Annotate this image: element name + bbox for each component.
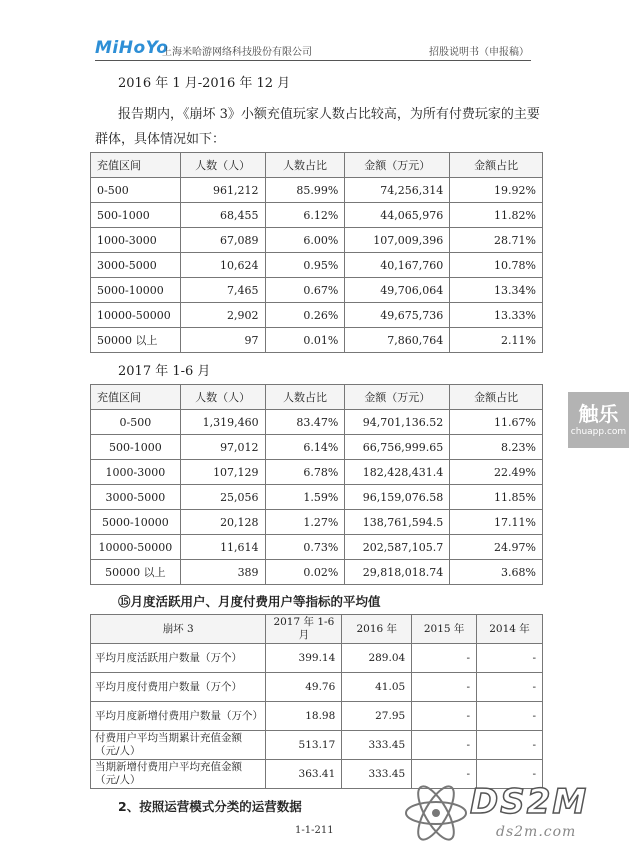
table-cell: 961,212 [180,178,265,203]
table-cell: 68,455 [180,203,265,228]
col-header: 人数占比 [265,385,345,410]
table-cell: 1000-3000 [91,228,181,253]
table-cell: - [477,673,543,702]
watermark2-logo: DS2M [470,782,589,822]
table-cell: 138,761,594.5 [345,510,450,535]
table-cell: 0.02% [265,560,345,585]
table-cell: 付费用户平均当期累计充值金额（元/人） [91,731,266,760]
table-row [91,535,543,560]
table-cell: 333.45 [342,731,412,760]
table-cell: 6.00% [265,228,345,253]
table-cell: 5000-10000 [91,510,181,535]
table-cell: 13.33% [450,303,543,328]
table-cell: 49,675,736 [345,303,450,328]
watermark2-url: ds2m.com [496,824,577,840]
table-2016 [90,152,543,353]
table-cell: 0.95% [265,253,345,278]
section-15-title: ⑮月度活跃用户、月度付费用户等指标的平均值 [118,594,381,609]
watermark-url: chuapp.com [570,427,627,437]
table-2017h1 [90,384,543,585]
ds2m-watermark [400,778,620,848]
table-cell: - [477,731,543,760]
table-row [91,278,543,303]
table-cell: 1.27% [265,510,345,535]
section-2-title: 2、按照运营模式分类的运营数据 [118,799,302,814]
table-header-row [91,385,543,410]
table-cell: - [477,760,543,789]
col-header: 崩坏 3 [91,615,266,644]
table-row [91,203,543,228]
table-cell: 0.26% [265,303,345,328]
table-cell: 1.59% [265,485,345,510]
table-cell: 97 [180,328,265,353]
watermark-logo-text: 触乐 [578,402,619,426]
table-cell: 513.17 [266,731,342,760]
table-cell: 6.14% [265,435,345,460]
table-cell: 2.11% [450,328,543,353]
table-cell: 44,065,976 [345,203,450,228]
table-cell: 10,624 [180,253,265,278]
intro-line-2: 群体，具体情况如下： [95,132,226,147]
table-cell: 11.67% [450,410,543,435]
table-row [91,303,543,328]
table-row [91,702,543,731]
table-cell: 97,012 [180,435,265,460]
table-row [91,731,543,760]
table-cell: 0.73% [265,535,345,560]
table-cell: 0-500 [91,178,181,203]
table-cell: 49,706,064 [345,278,450,303]
table-cell: 20,128 [180,510,265,535]
table-cell: 29,818,018.74 [345,560,450,585]
table-cell: 28.71% [450,228,543,253]
period1-title: 2016 年 1 月-2016 年 12 月 [118,76,291,91]
table-cell: 40,167,760 [345,253,450,278]
table-row [91,460,543,485]
table-row [91,673,543,702]
table-cell: 8.23% [450,435,543,460]
table-row [91,510,543,535]
table-row [91,410,543,435]
table-cell: 10000-50000 [91,303,181,328]
table-cell: 399.14 [266,644,342,673]
table-cell: 83.47% [265,410,345,435]
page-number: 1-1-211 [295,825,334,836]
table-cell: 49.76 [266,673,342,702]
table-cell: 当期新增付费用户平均充值金额（元/人） [91,760,266,789]
table-cell: 平均月度活跃用户数量（万个） [91,644,266,673]
table-cell: 10.78% [450,253,543,278]
table-cell: 19.92% [450,178,543,203]
table-cell: 25,056 [180,485,265,510]
col-header: 2017 年 1-6 月 [266,615,342,644]
table-cell: 17.11% [450,510,543,535]
col-header: 人数（人） [180,153,265,178]
table-cell: 7,860,764 [345,328,450,353]
col-header: 金额（万元） [345,385,450,410]
table-cell: - [412,644,477,673]
table-cell: 363.41 [266,760,342,789]
table-cell: - [412,673,477,702]
table-cell: 6.12% [265,203,345,228]
table-cell: - [412,731,477,760]
chuapp-watermark [568,392,629,448]
table-cell: 11,614 [180,535,265,560]
table-cell: 74,256,314 [345,178,450,203]
col-header: 人数占比 [265,153,345,178]
table-cell: 94,701,136.52 [345,410,450,435]
col-header: 人数（人） [180,385,265,410]
table-cell: - [412,760,477,789]
table-cell: 2,902 [180,303,265,328]
table-cell: 107,129 [180,460,265,485]
table-row [91,253,543,278]
company-name: 上海米哈游网络科技股份有限公司 [162,47,312,58]
table-cell: 13.34% [450,278,543,303]
table-monthly-metrics [90,614,543,789]
col-header: 金额占比 [450,385,543,410]
table-row [91,485,543,510]
table-cell: - [477,644,543,673]
document-type: 招股说明书（申报稿） [429,47,529,58]
table-cell: 6.78% [265,460,345,485]
table-cell: 11.85% [450,485,543,510]
table-cell: 27.95 [342,702,412,731]
table-cell: 96,159,076.58 [345,485,450,510]
table-cell: - [412,702,477,731]
table-cell: 1,319,460 [180,410,265,435]
company-logo: MiHoYo [95,38,169,58]
table-cell: 1000-3000 [91,460,181,485]
page-header [95,36,531,61]
table-cell: 333.45 [342,760,412,789]
table-row [91,228,543,253]
table-row [91,560,543,585]
col-header: 金额占比 [450,153,543,178]
atom-icon [400,780,472,846]
col-header: 充值区间 [91,385,181,410]
table-cell: 10000-50000 [91,535,181,560]
table-cell: 202,587,105.7 [345,535,450,560]
table-cell: 182,428,431.4 [345,460,450,485]
table-cell: 3.68% [450,560,543,585]
period2-title: 2017 年 1-6 月 [118,364,211,379]
table-cell: 平均月度付费用户数量（万个） [91,673,266,702]
col-header: 充值区间 [91,153,181,178]
table-row [91,435,543,460]
table-header-row [91,615,543,644]
table-cell: 107,009,396 [345,228,450,253]
table-cell: 11.82% [450,203,543,228]
table-cell: 50000 以上 [91,560,181,585]
table-header-row [91,153,543,178]
col-header: 2016 年 [342,615,412,644]
table-cell: 50000 以上 [91,328,181,353]
table-cell: - [477,702,543,731]
table-cell: 389 [180,560,265,585]
col-header: 2014 年 [477,615,543,644]
table-cell: 67,089 [180,228,265,253]
table-row [91,328,543,353]
table-cell: 289.04 [342,644,412,673]
table-cell: 66,756,999.65 [345,435,450,460]
table-cell: 85.99% [265,178,345,203]
col-header: 2015 年 [412,615,477,644]
table-cell: 7,465 [180,278,265,303]
table-cell: 22.49% [450,460,543,485]
table-cell: 3000-5000 [91,485,181,510]
table-cell: 18.98 [266,702,342,731]
table-cell: 0.01% [265,328,345,353]
table-cell: 3000-5000 [91,253,181,278]
intro-line-1: 报告期内，《崩坏 3》小额充值玩家人数占比较高，为所有付费玩家的主要 [118,107,540,122]
table-cell: 24.97% [450,535,543,560]
table-cell: 0.67% [265,278,345,303]
col-header: 金额（万元） [345,153,450,178]
table-cell: 500-1000 [91,203,181,228]
table-cell: 平均月度新增付费用户数量（万个） [91,702,266,731]
table-cell: 5000-10000 [91,278,181,303]
table-cell: 41.05 [342,673,412,702]
table-row [91,644,543,673]
table-row [91,178,543,203]
table-cell: 0-500 [91,410,181,435]
table-cell: 500-1000 [91,435,181,460]
